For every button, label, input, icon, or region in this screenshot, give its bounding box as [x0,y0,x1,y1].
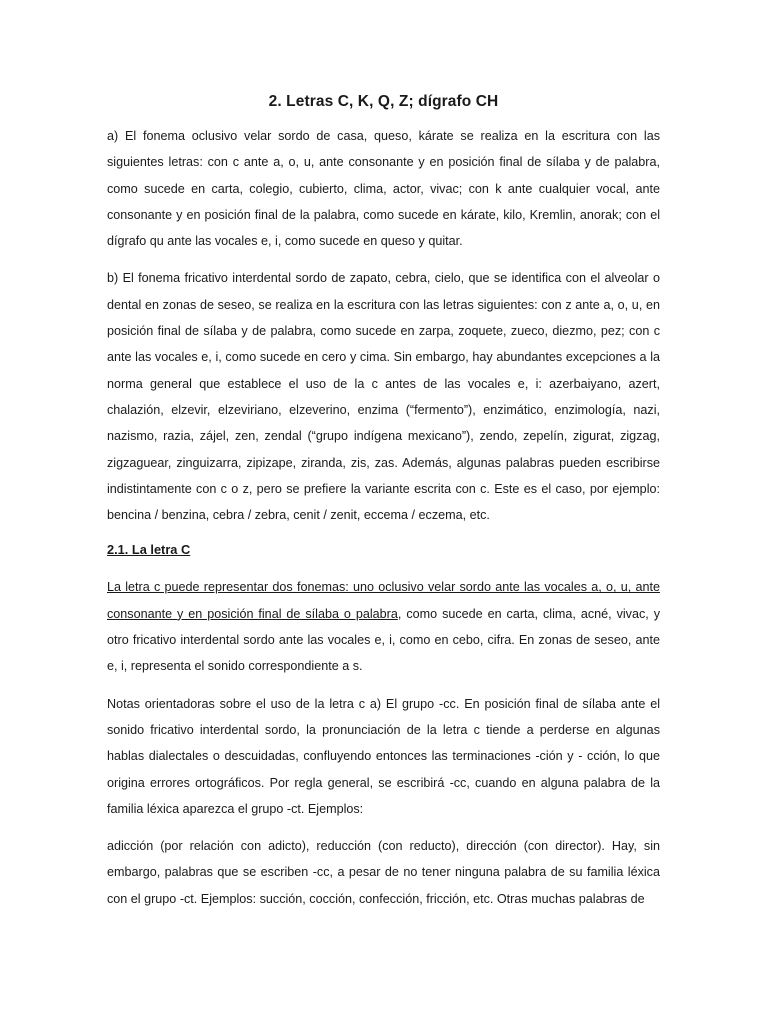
underlined-definition: La letra c puede representar dos fonemas: uno oclusivo velar sordo ante las vocales a, o, u, ante consonante y en posición final de sílaba o palabra [107,580,660,621]
document-page [107,93,660,923]
document-title: 2. Letras C, K, Q, Z; dígrafo CH [268,93,499,110]
paragraph-examples: adicción (por relación con adicto), reducción (con reducto), dirección (con director). Hay, sin embargo, palabras que se escriben -cc, a pesar de no tener ninguna palabra de su familia léxica con el grupo -ct. Ejemplos: succión, cocción, confección, fricción, etc. Otras muchas palabras de [107,839,660,906]
paragraph-notes: Notas orientadoras sobre el uso de la letra c a) El grupo -cc. En posición final de sílaba ante el sonido fricativo interdental sordo, la pronunciación de la letra c tiende a perderse en algunas hablas dialectales o descuidadas, confluyendo entonces las terminaciones -ción y - cción, lo que origina errores ortográficos. Por regla general, se escribirá -cc, cuando en alguna palabra de la familia léxica aparezca el grupo -ct. Ejemplos: [107,696,660,816]
paragraph-b: b) El fonema fricativo interdental sordo de zapato, cebra, cielo, que se identifica con el alveolar o dental en zonas de seseo, se realiza en la escritura con las letras siguientes: con z ante a, o, u, en posición final de sílaba y de palabra, como sucede en zarpa, zoquete, zueco, diezmo, pez; con c ante las vocales e, i, como sucede en cero y cima. Sin embargo, hay abundantes excepciones a la norma general que establece el uso de la c antes de las vocales e, i: azerbaiyano, azert, chalazión, elzevir, elzeviriano, elzeverino, enzima (“fermento”), enzimático, enzimología, nazi, nazismo, razia, zájel, zen, zendal (“grupo indígena mexicano”), zendo, zepelín, zigurat, zigzag, zigzaguear, zinguizarra, zipizape, ziranda, zis, zas. Además, algunas palabras pueden escribirse indistintamente con c o z, pero se prefiere la variante escrita con c. Este es el caso, por ejemplo: bencina / benzina, cebra / zebra, cenit / zenit, eccema / eczema, etc. [107,271,660,523]
paragraph-letra-c [107,574,660,679]
paragraph-a: a) El fonema oclusivo velar sordo de casa, queso, kárate se realiza en la escritura con las siguientes letras: con c ante a, o, u, ante consonante y en posición final de sílaba y de palabra, como sucede en carta, colegio, cubierto, clima, actor, vivac; con k ante cualquier vocal, ante consonante y en posición final de la palabra, como sucede en kárate, kilo, Kremlin, anorak; con el dígrafo qu ante las vocales e, i, como sucede en queso y quitar. [107,129,660,249]
paragraph-letra-c-rest: , como sucede en carta, clima, acné, vivac, y otro fricativo interdental sordo ante las vocales e, i, como en cebo, cifra. En zonas de seseo, ante e, i, representa el sonido correspondiente a s. [107,606,660,674]
section-heading-letra-c: 2.1. La letra C [107,542,191,558]
